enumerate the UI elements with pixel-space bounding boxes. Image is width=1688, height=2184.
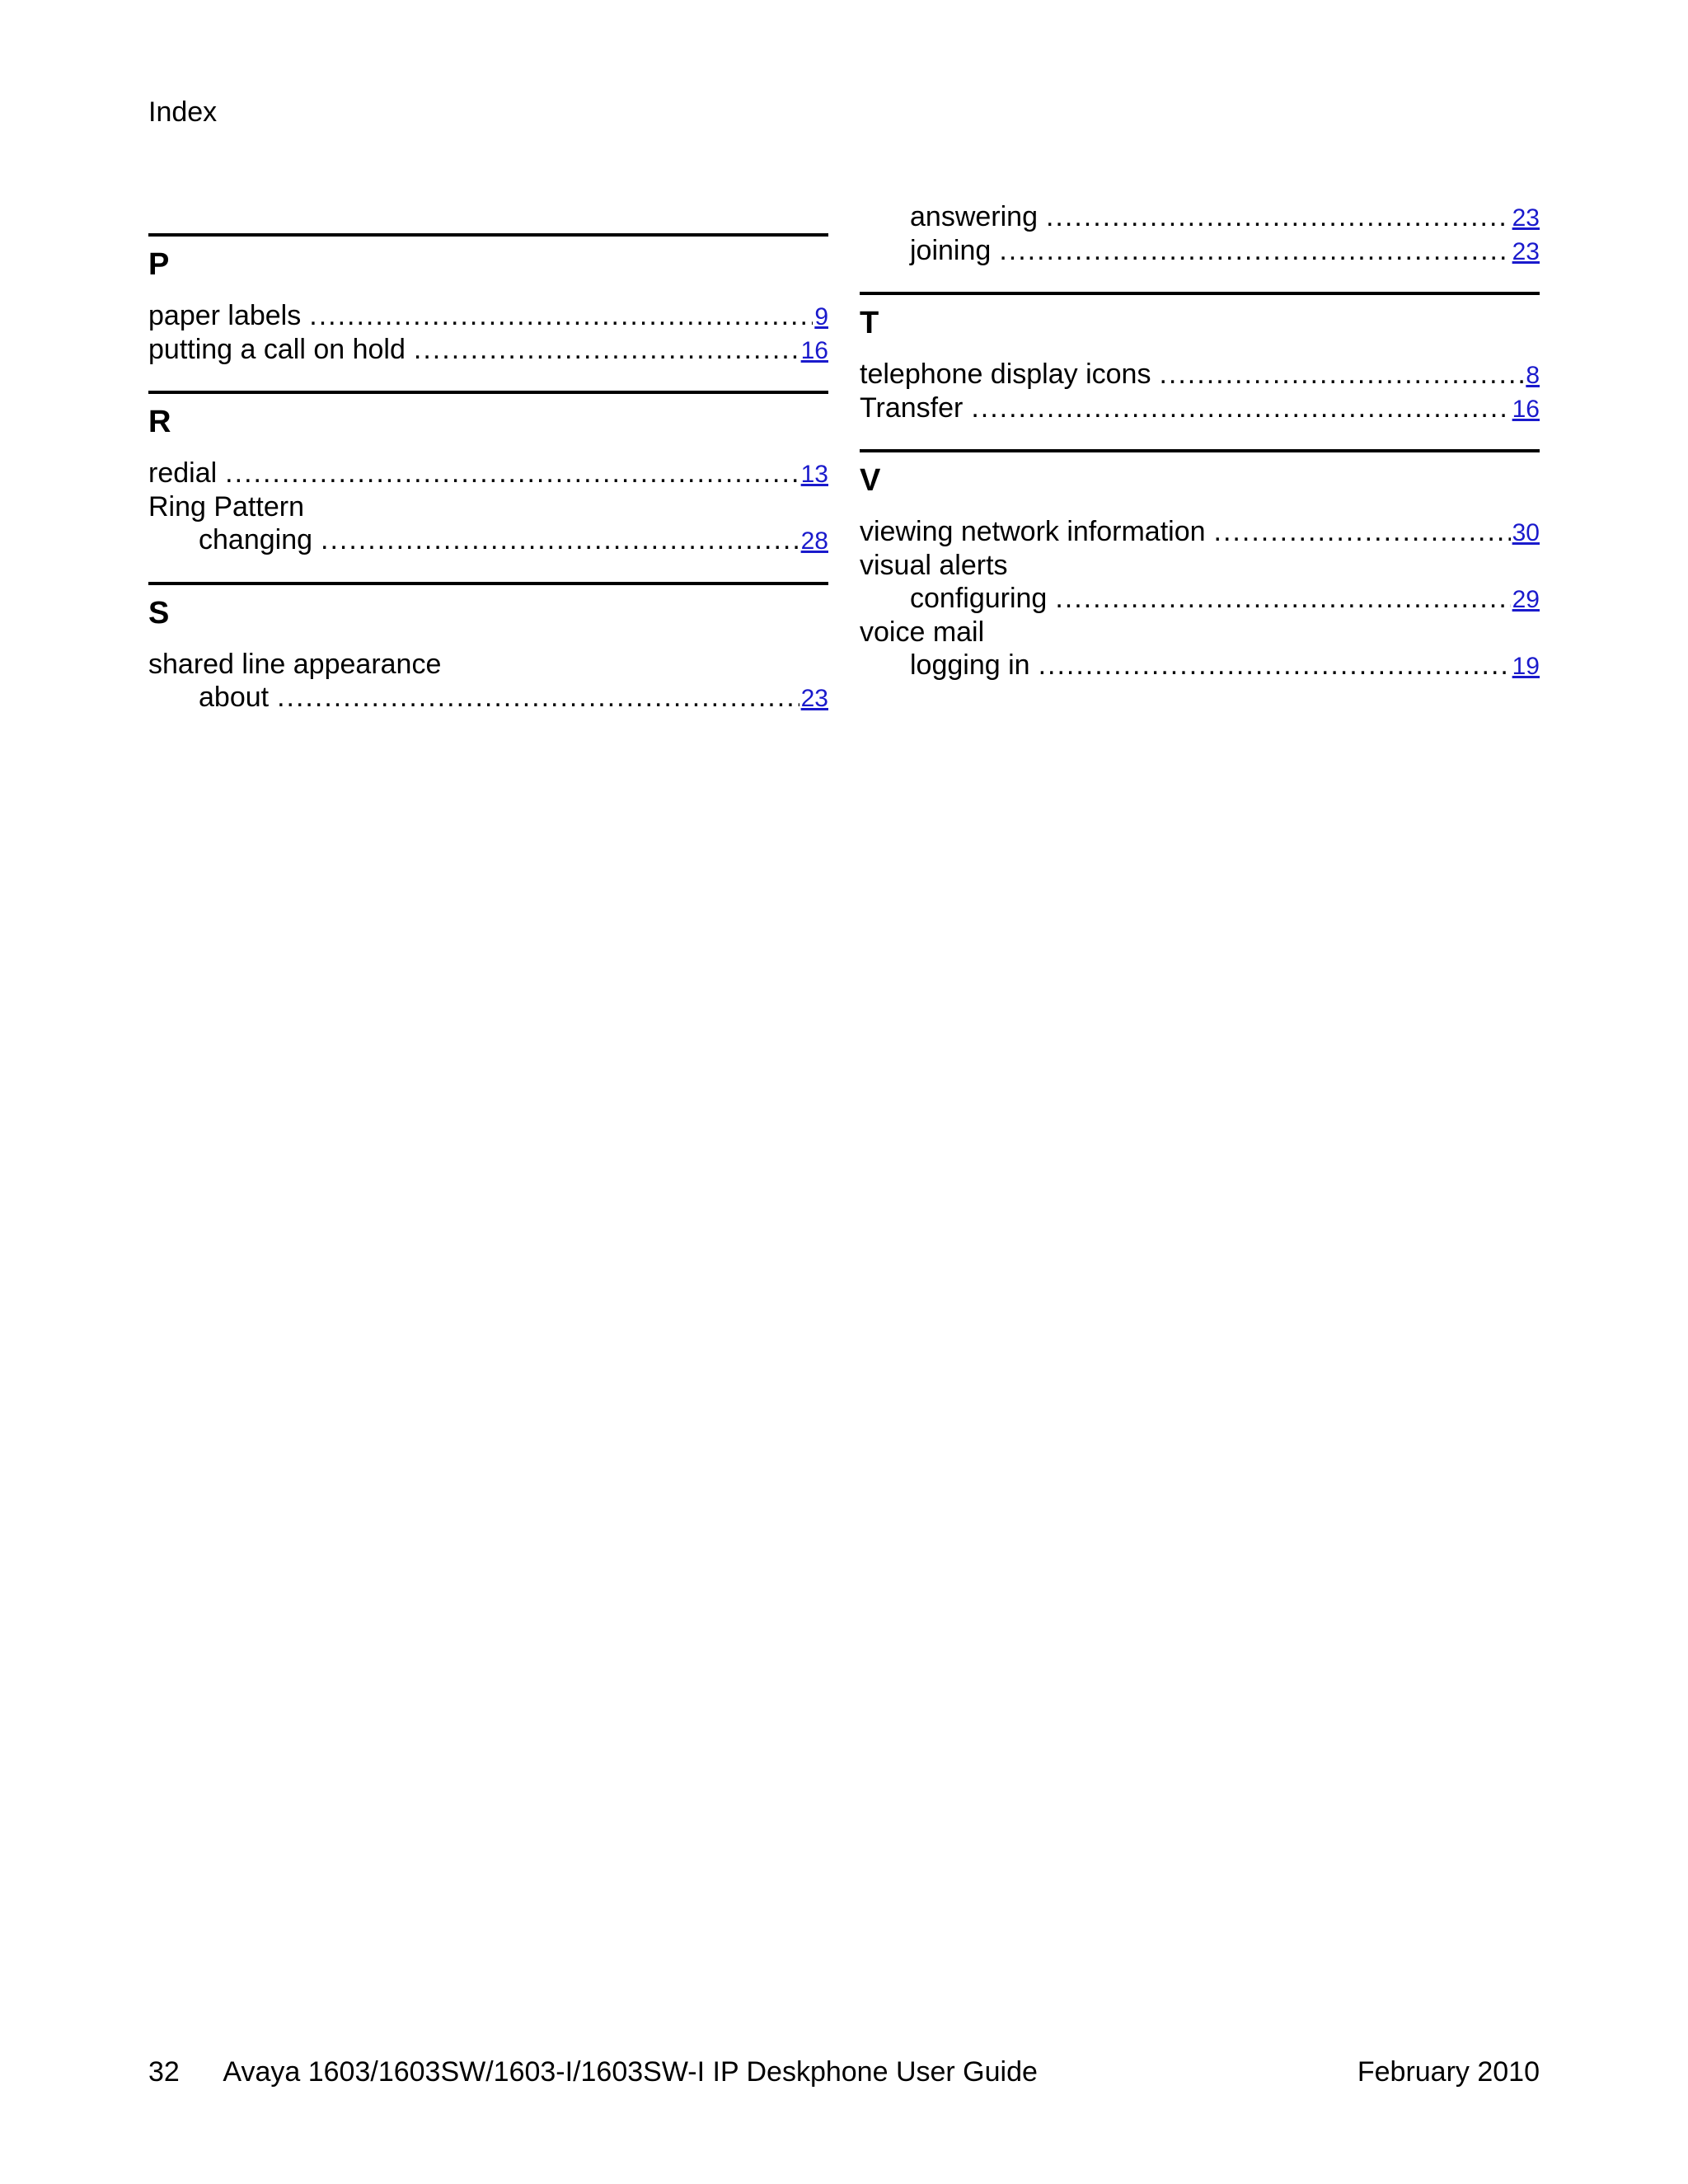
index-subentry [148, 523, 828, 557]
index-subentry [860, 649, 1540, 682]
page-link[interactable]: 23 [1512, 204, 1540, 232]
publication-date: February 2010 [1357, 2056, 1540, 2088]
index-term: voice mail [860, 616, 985, 648]
index-column-right [860, 200, 1540, 682]
index-term: changing [199, 524, 313, 555]
index-entry [860, 515, 1540, 549]
dot-leader [1055, 582, 1510, 616]
page-link[interactable]: 8 [1526, 362, 1540, 389]
index-subentry [148, 681, 828, 715]
page-link[interactable]: 30 [1512, 519, 1540, 546]
index-entry-heading [860, 549, 1540, 583]
dot-leader [225, 457, 799, 490]
section-letter: V [860, 463, 881, 498]
page-number: 32 [148, 2056, 180, 2088]
page-link[interactable]: 9 [814, 303, 828, 330]
index-entry [860, 391, 1540, 425]
index-entry-heading [860, 616, 1540, 649]
dot-leader [1214, 515, 1511, 549]
page-link[interactable]: 23 [800, 685, 828, 712]
index-term: viewing network information [860, 516, 1206, 547]
index-entry [148, 333, 828, 367]
index-term: visual alerts [860, 549, 1008, 581]
index-section-t [860, 292, 1540, 424]
section-rule [148, 391, 828, 394]
index-term: joining [910, 234, 992, 266]
index-term: putting a call on hold [148, 333, 406, 365]
index-term: paper labels [148, 300, 302, 331]
dot-leader [414, 333, 799, 367]
dot-leader [321, 523, 799, 557]
index-term: answering [910, 201, 1038, 232]
section-letter: T [860, 306, 879, 340]
index-subentry [860, 234, 1540, 268]
index-entry-heading [148, 490, 828, 524]
dot-leader [999, 234, 1510, 268]
section-rule [860, 292, 1540, 295]
dot-leader [1159, 358, 1524, 391]
page-link[interactable]: 29 [1512, 586, 1540, 613]
section-letter: S [148, 595, 170, 630]
page-link[interactable]: 28 [800, 527, 828, 555]
section-letter: R [148, 405, 171, 439]
index-column-left [148, 233, 828, 715]
index-term: Ring Pattern [148, 490, 304, 523]
index-section-r [148, 391, 828, 557]
index-term: configuring [910, 583, 1048, 614]
document-title: Avaya 1603/1603SW/1603-I/1603SW-I IP Deskphone User Guide [223, 2056, 1038, 2088]
footer-left [148, 2055, 1038, 2088]
index-section-s [148, 582, 828, 715]
page-link[interactable]: 19 [1512, 653, 1540, 680]
dot-leader [1046, 200, 1511, 234]
index-subentry [860, 582, 1540, 616]
index-term: about [199, 682, 270, 713]
index-entry [148, 299, 828, 333]
index-entry-heading [148, 648, 828, 682]
page-footer [148, 2055, 1540, 2088]
dot-leader [1039, 649, 1511, 682]
index-section-continued [860, 200, 1540, 267]
page-link[interactable]: 13 [800, 461, 828, 488]
index-entry [860, 358, 1540, 391]
index-term: telephone display icons [860, 359, 1151, 390]
index-term: redial [148, 457, 218, 489]
section-rule [148, 233, 828, 237]
section-rule [860, 449, 1540, 452]
dot-leader [277, 681, 799, 715]
index-entry [148, 457, 828, 490]
index-section-v [860, 449, 1540, 682]
index-term: Transfer [860, 391, 964, 424]
page-link[interactable]: 16 [1512, 395, 1540, 423]
page-link[interactable]: 23 [1512, 237, 1540, 265]
section-letter: P [148, 247, 170, 282]
dot-leader [971, 391, 1510, 425]
index-subentry [860, 200, 1540, 234]
index-term: logging in [910, 649, 1030, 681]
section-rule [148, 582, 828, 585]
dot-leader [309, 299, 813, 333]
index-section-p [148, 233, 828, 366]
running-head: Index [148, 96, 218, 128]
index-term: shared line appearance [148, 648, 442, 680]
page-link[interactable]: 16 [800, 336, 828, 364]
